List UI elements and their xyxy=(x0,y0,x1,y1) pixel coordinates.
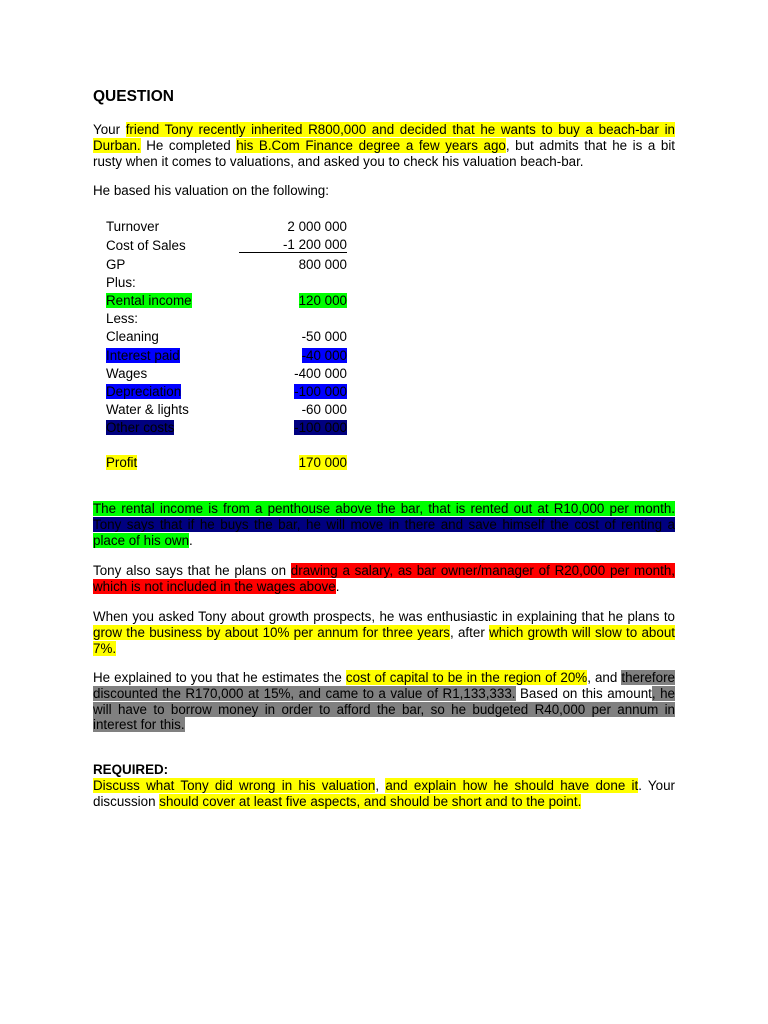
required-text: . Your discussion xyxy=(93,777,675,809)
salary-paragraph xyxy=(93,563,675,595)
row-label xyxy=(101,381,239,399)
highlight-other-costs-label: Other costs xyxy=(106,420,175,436)
highlight-depreciation-value: -100 000 xyxy=(294,383,347,399)
table-row xyxy=(101,290,347,308)
page-title: QUESTION xyxy=(93,88,174,105)
row-label: Wages xyxy=(106,365,148,381)
row-label: Turnover xyxy=(106,219,160,235)
row-value xyxy=(239,344,347,362)
highlight-salary: drawing a salary, as bar owner/manager of R20,000 per month, which is not included in the wages above xyxy=(93,563,675,594)
table-row xyxy=(101,344,347,362)
intro-text: He completed xyxy=(140,137,237,153)
intro-text: Your xyxy=(93,122,126,137)
table-row xyxy=(101,272,347,290)
rental-paragraph xyxy=(93,501,675,548)
row-value: 2 000 000 xyxy=(287,219,347,235)
table-row xyxy=(101,399,347,417)
highlight-growth-10: grow the business by about 10% per annum for three years xyxy=(93,624,450,640)
table-row xyxy=(101,308,347,326)
row-label: Cost of Sales xyxy=(106,237,186,253)
basis-paragraph: He based his valuation on the following: xyxy=(93,183,329,198)
highlight-degree: his B.Com Finance degree a few years ago xyxy=(236,137,506,153)
row-value: -60 000 xyxy=(301,402,347,418)
valuation-table xyxy=(101,216,347,470)
growth-text: When you asked Tony about growth prospects, he was enthusiastic in explaining that he plans to xyxy=(93,609,675,624)
highlight-profit-label: Profit xyxy=(106,455,138,471)
highlight-other-costs-value: -100 000 xyxy=(294,420,347,436)
growth-paragraph xyxy=(93,609,675,656)
required-text: , xyxy=(375,777,386,793)
row-value xyxy=(239,308,347,326)
highlight-interest-value: -40 000 xyxy=(301,347,347,363)
table-row xyxy=(101,381,347,399)
row-value xyxy=(239,381,347,399)
table-row xyxy=(101,363,347,381)
highlight-growth-7: which growth will slow to about 7%. xyxy=(93,624,675,656)
salary-text: Tony also says that he plans on xyxy=(93,563,291,578)
highlight-discount: therefore discounted the R170,000 at 15%, and came to a value of R1,133,333. xyxy=(93,670,675,701)
highlight-profit-value: 170 000 xyxy=(298,455,347,471)
intro-paragraph xyxy=(93,122,675,169)
row-label xyxy=(101,290,239,308)
required-paragraph xyxy=(93,762,675,809)
row-value xyxy=(239,452,347,470)
capital-paragraph xyxy=(93,670,675,733)
highlight-borrow: , he will have to borrow money in order to afford the bar, so he budgeted R40,000 per annum in interest for this. xyxy=(93,685,675,733)
rental-text: . xyxy=(189,532,193,548)
highlight-discuss: Discuss what Tony did wrong in his valuation xyxy=(93,777,376,793)
row-label: GP xyxy=(106,256,126,272)
highlight-inheritance: friend Tony recently inherited R800,000 and decided that he wants to buy a beach-bar in Durban. xyxy=(93,122,675,153)
capital-text: , and xyxy=(587,670,622,685)
table-row xyxy=(101,253,347,272)
highlight-explain: and explain how he should have done it xyxy=(385,777,639,793)
row-label: Cleaning xyxy=(106,329,159,345)
salary-text: . xyxy=(335,578,340,594)
highlight-move-in: Tony says that if he buys the bar, he will move in there and save himself the cost of renting a xyxy=(93,516,675,532)
highlight-five-aspects: should cover at least five aspects, and should be short and to the point. xyxy=(159,793,582,809)
row-label xyxy=(101,344,239,362)
row-value xyxy=(239,290,347,308)
table-spacer-row xyxy=(101,435,347,452)
highlight-interest-label: Interest paid xyxy=(106,347,180,363)
required-heading: REQUIRED: xyxy=(93,762,169,777)
intro-text: , but admits that he is a bit rusty when it comes to valuations, and asked you to check his valuation beach-bar. xyxy=(93,137,676,169)
highlight-rental-detail: The rental income is from a penthouse above the bar, that is rented out at R10,000 per month. xyxy=(93,501,675,516)
capital-text: Based on this amount xyxy=(515,685,652,701)
growth-text: , after xyxy=(449,624,490,640)
row-value: -50 000 xyxy=(301,329,347,345)
row-label: Less: xyxy=(106,311,139,327)
highlight-cost-of-capital: cost of capital to be in the region of 20% xyxy=(345,670,588,685)
table-row xyxy=(101,417,347,435)
row-value: -400 000 xyxy=(294,365,347,381)
table-row xyxy=(101,452,347,470)
highlight-rental-value: 120 000 xyxy=(298,292,347,308)
row-label xyxy=(101,452,239,470)
highlight-depreciation-label: Depreciation xyxy=(106,383,182,399)
table-row xyxy=(101,216,347,234)
row-label: Plus: xyxy=(106,274,136,290)
row-label: Water & lights xyxy=(106,402,189,418)
table-row xyxy=(101,234,347,253)
row-label xyxy=(101,417,239,435)
row-value: 800 000 xyxy=(298,256,347,272)
row-value xyxy=(239,272,347,290)
highlight-rental-label: Rental income xyxy=(106,292,192,308)
highlight-own-place: place of his own xyxy=(93,532,190,548)
row-value: -1 200 000 xyxy=(239,234,347,253)
row-value xyxy=(239,417,347,435)
table-row xyxy=(101,326,347,344)
capital-text: He explained to you that he estimates the xyxy=(93,670,346,685)
